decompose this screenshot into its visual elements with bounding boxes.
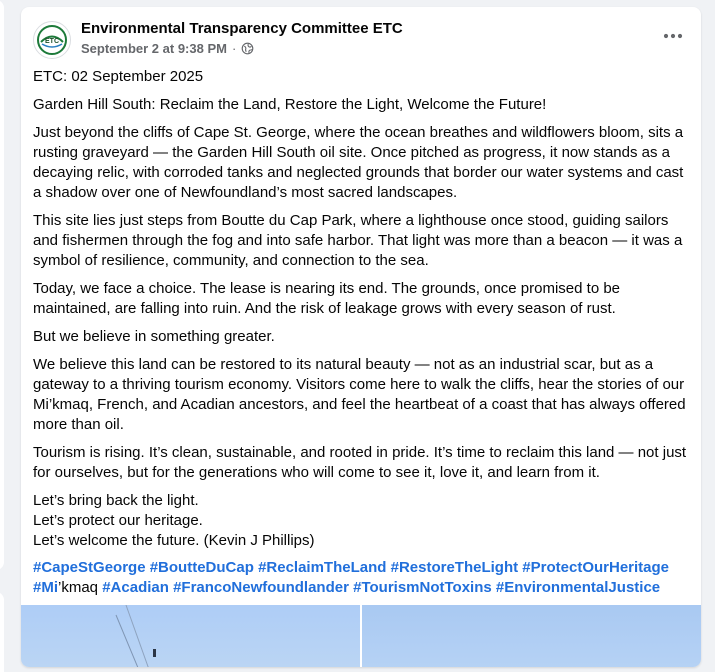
post-paragraph: This site lies just steps from Boutte du Cap Park, where a lighthouse once stood, guiding sailors and fishermen through the fog and into safe harbor. That light was more than a beacon — it was a symbol of resilience, community, and connection to the sea. [33, 212, 683, 269]
sky-photo-icon [21, 605, 360, 667]
post-paragraph: ETC: 02 September 2025 [33, 68, 204, 85]
meta-separator: · [231, 41, 237, 56]
post-paragraph: Tourism is rising. It’s clean, sustainable, and rooted in pride. It’s time to reclaim this land — not just for ourselves, but for the generations who will come to see it, love it, and learn from it. [33, 444, 687, 481]
post-paragraph: We believe this land can be restored to its natural beauty — not as an industrial scar, but as a gateway to a thriving tourism economy. Visitors come here to walk the cliffs, hear the stories of our Mi’kmaq, French, and Acadian ancestors, and feel the heartbeat of a coast that has always offered more than oil. [33, 356, 686, 433]
hashtag-link[interactable]: #BoutteDuCap [149, 559, 254, 576]
post-photo[interactable] [362, 605, 701, 667]
post-header [33, 19, 689, 59]
page-name-link[interactable]: Environmental Transparency Committee ETC [81, 20, 403, 37]
adjacent-panel-edge-lower [0, 592, 4, 672]
closing-line: Let’s welcome the future. (Kevin J Phillips) [33, 532, 315, 549]
globe-icon[interactable] [241, 42, 254, 55]
hashtag-link[interactable]: #RestoreTheLight [390, 559, 519, 576]
hashtag-link[interactable]: #ProtectOurHeritage [522, 559, 670, 576]
etc-logo-icon [34, 22, 70, 58]
hashtag-list [33, 558, 691, 598]
post-paragraph: But we believe in something greater. [33, 328, 275, 345]
post-paragraph: Today, we face a choice. The lease is nearing its end. The grounds, once promised to be maintained, are falling into ruin. And the risk of leakage grows with every season of rust. [33, 280, 621, 317]
hashtag-link[interactable]: #EnvironmentalJustice [495, 579, 661, 596]
hashtag-link[interactable]: #CapeStGeorge [33, 559, 146, 576]
closing-lines [33, 491, 691, 551]
adjacent-panel-edge [0, 0, 4, 570]
more-horizontal-icon [663, 33, 683, 39]
post-meta [81, 41, 254, 56]
hashtag-link[interactable]: #Acadian [102, 579, 169, 596]
svg-text:ETC: ETC [45, 38, 59, 45]
hashtag-link[interactable]: #TourismNotToxins [353, 579, 492, 596]
page-avatar[interactable] [33, 21, 71, 59]
hashtag-link[interactable]: #ReclaimTheLand [258, 559, 387, 576]
post-card [21, 7, 701, 667]
hashtag-link[interactable]: #FrancoNewfoundlander [173, 579, 349, 596]
photo-grid [21, 605, 701, 667]
post-paragraph: Just beyond the cliffs of Cape St. George, where the ocean breathes and wildflowers bloom, sits a rusting graveyard — the Garden Hill South oil site. Once pitched as progress, it now stands as a decaying relic, with corroded tanks and neglected grounds that border our water systems and cast a shadow over one of Newfoundland’s most sacred landscapes. [33, 124, 684, 201]
more-options-button[interactable] [659, 25, 687, 47]
hashtag-suffix-text: ’kmaq [58, 579, 99, 596]
post-body [33, 67, 691, 598]
hashtag-link[interactable]: #Mi [33, 579, 59, 596]
closing-line: Let’s protect our heritage. [33, 512, 203, 529]
post-photo[interactable] [21, 605, 360, 667]
closing-line: Let’s bring back the light. [33, 492, 199, 509]
post-paragraph: Garden Hill South: Reclaim the Land, Restore the Light, Welcome the Future! [33, 96, 547, 113]
post-timestamp-link[interactable]: September 2 at 9:38 PM [81, 41, 227, 56]
